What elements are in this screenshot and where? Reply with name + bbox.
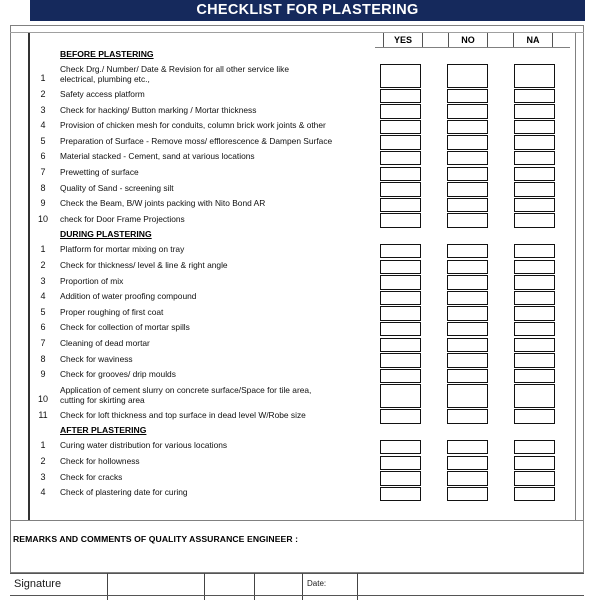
checkbox-yes[interactable]	[380, 244, 421, 259]
item-text: Check for waviness	[60, 353, 133, 364]
checkbox-yes[interactable]	[380, 306, 421, 321]
item-number: 2	[40, 260, 46, 270]
item-number: 3	[40, 471, 46, 482]
checkbox-no[interactable]	[447, 487, 488, 502]
checkbox-no[interactable]	[447, 409, 488, 424]
checkbox-yes[interactable]	[380, 182, 421, 197]
checkbox-yes[interactable]	[380, 409, 421, 424]
item-number: 2	[40, 89, 46, 99]
item-number: 11	[38, 409, 48, 420]
item-text: Prewetting of surface	[60, 167, 139, 177]
header-divider	[10, 32, 584, 33]
checkbox-na[interactable]	[514, 353, 555, 368]
item-text: Check for cracks	[60, 471, 123, 482]
item-text: Cleaning of dead mortar	[60, 338, 150, 348]
checkbox-no[interactable]	[447, 369, 488, 384]
item-text-line2: cutting for skirting area	[60, 394, 145, 405]
checkbox-yes[interactable]	[380, 471, 421, 486]
checkbox-yes[interactable]	[380, 369, 421, 384]
checklist-item	[30, 63, 375, 88]
signature-stub-5	[303, 596, 358, 600]
checkbox-yes[interactable]	[380, 338, 421, 353]
checkbox-no[interactable]	[447, 291, 488, 306]
checkbox-no[interactable]	[447, 306, 488, 321]
checkbox-na[interactable]	[514, 167, 555, 182]
checkbox-na[interactable]	[514, 198, 555, 213]
checkbox-yes[interactable]	[380, 213, 421, 228]
checkbox-no[interactable]	[447, 338, 488, 353]
checkbox-no[interactable]	[447, 89, 488, 104]
checkbox-na[interactable]	[514, 151, 555, 166]
checklist-item	[30, 119, 375, 135]
item-text: Material stacked - Cement, sand at various locations	[60, 151, 255, 162]
checkbox-na[interactable]	[514, 120, 555, 135]
section-heading: BEFORE PLASTERING	[60, 49, 154, 59]
checklist-item	[30, 182, 375, 198]
checkbox-yes[interactable]	[380, 260, 421, 275]
checklist-item	[30, 439, 375, 455]
checkbox-no[interactable]	[447, 275, 488, 290]
checkbox-na[interactable]	[514, 64, 555, 88]
column-header-yes: YES	[383, 33, 423, 48]
checklist-item	[30, 197, 375, 213]
checkbox-na[interactable]	[514, 440, 555, 455]
checkbox-no[interactable]	[447, 198, 488, 213]
checklist-item	[30, 135, 375, 151]
item-text: Check Drg./ Number/ Date & Revision for all other service like	[60, 64, 289, 74]
remarks-label: REMARKS AND COMMENTS OF QUALITY ASSURANCE ENGINEER :	[13, 534, 299, 544]
checkbox-no[interactable]	[447, 135, 488, 150]
item-text: check for Door Frame Projections	[60, 213, 185, 224]
item-number: 7	[40, 338, 46, 348]
checkbox-na[interactable]	[514, 182, 555, 197]
checkbox-na[interactable]	[514, 291, 555, 306]
checkbox-no[interactable]	[447, 260, 488, 275]
checklist-item	[30, 150, 375, 166]
checkbox-yes[interactable]	[380, 322, 421, 337]
checkbox-yes[interactable]	[380, 151, 421, 166]
item-text: Check for collection of mortar spills	[60, 322, 190, 333]
section-heading: AFTER PLASTERING	[60, 425, 147, 436]
checkbox-na[interactable]	[514, 260, 555, 275]
signature-stub-2	[108, 596, 205, 600]
checklist-item	[30, 409, 375, 425]
checklist-item	[30, 353, 375, 369]
checklist-item	[30, 104, 375, 120]
item-text: Check of plastering date for curing	[60, 487, 188, 498]
item-text: Check for loft thickness and top surface in dead level W/Robe size	[60, 409, 306, 420]
item-text: Quality of Sand - screening silt	[60, 182, 174, 193]
item-number: 5	[40, 135, 46, 146]
item-number: 10	[37, 213, 48, 224]
checkbox-yes[interactable]	[380, 104, 421, 119]
checklist-item	[30, 306, 375, 322]
checklist-item	[30, 471, 375, 487]
checkbox-yes[interactable]	[380, 64, 421, 88]
item-number: 4	[40, 291, 46, 302]
item-number: 5	[40, 306, 46, 317]
item-text: Proper roughing of first coat	[60, 306, 164, 317]
checkbox-yes[interactable]	[380, 487, 421, 502]
column-header-underline	[375, 47, 570, 48]
checklist-item	[30, 243, 375, 259]
checkbox-na[interactable]	[514, 135, 555, 150]
signature-stub-3	[205, 596, 255, 600]
checkbox-na[interactable]	[514, 409, 555, 424]
checkbox-na[interactable]	[514, 338, 555, 353]
item-text: Addition of water proofing compound	[60, 291, 197, 302]
checkbox-no[interactable]	[447, 213, 488, 228]
checkbox-yes[interactable]	[380, 89, 421, 104]
date-value-cell[interactable]	[358, 573, 584, 595]
checkbox-yes[interactable]	[380, 440, 421, 455]
item-text: Check for grooves/ drip moulds	[60, 369, 176, 380]
item-number: 3	[40, 275, 46, 286]
table-right-border	[575, 33, 576, 520]
item-number: 1	[40, 73, 46, 83]
checkbox-yes[interactable]	[380, 120, 421, 135]
item-number: 4	[40, 120, 46, 131]
item-number: 4	[40, 487, 46, 498]
checklist-item	[30, 275, 375, 291]
checkbox-na[interactable]	[514, 244, 555, 259]
checkbox-no[interactable]	[447, 244, 488, 259]
checkbox-no[interactable]	[447, 151, 488, 166]
checklist-item	[30, 384, 375, 409]
item-text: Provision of chicken mesh for conduits, column brick work joints & other	[60, 120, 326, 131]
checkbox-yes[interactable]	[380, 135, 421, 150]
checklist-item	[30, 88, 375, 104]
checklist-item	[30, 368, 375, 384]
signature-stub-1	[10, 596, 108, 600]
checklist-item	[30, 486, 375, 502]
item-text: Check for hacking/ Button marking / Mortar thickness	[60, 104, 257, 115]
section-heading: DURING PLASTERING	[60, 229, 152, 240]
checkbox-na[interactable]	[514, 306, 555, 321]
checkbox-na[interactable]	[514, 213, 555, 228]
item-number: 1	[40, 440, 46, 451]
checkbox-no[interactable]	[447, 167, 488, 182]
checkbox-yes[interactable]	[380, 456, 421, 471]
checkbox-na[interactable]	[514, 369, 555, 384]
checklist-item	[30, 321, 375, 337]
checkbox-na[interactable]	[514, 471, 555, 486]
item-number: 8	[40, 182, 46, 193]
date-label-cell: Date:	[303, 573, 358, 595]
signature-cell-2[interactable]	[108, 573, 205, 595]
item-number: 7	[40, 167, 46, 177]
checklist-item	[30, 213, 375, 229]
checkbox-na[interactable]	[514, 487, 555, 502]
item-number: 2	[40, 456, 46, 466]
signature-stub-4	[255, 596, 303, 600]
item-number: 9	[40, 369, 46, 380]
checkbox-no[interactable]	[447, 182, 488, 197]
checkbox-na[interactable]	[514, 384, 555, 408]
checkbox-na[interactable]	[514, 89, 555, 104]
item-text: Preparation of Surface - Remove moss/ efflorescence & Dampen Surface	[60, 135, 333, 146]
item-text: Curing water distribution for various locations	[60, 440, 228, 451]
item-number: 9	[40, 198, 46, 209]
item-text-line2: electrical, plumbing etc.,	[60, 74, 150, 84]
item-text: Proportion of mix	[60, 275, 124, 286]
signature-cell-4[interactable]	[255, 573, 303, 595]
checkbox-yes[interactable]	[380, 167, 421, 182]
checklist-item	[30, 455, 375, 471]
column-header-no: NO	[448, 33, 488, 48]
item-text: Platform for mortar mixing on tray	[60, 244, 185, 255]
checklist-item	[30, 290, 375, 306]
checkbox-no[interactable]	[447, 64, 488, 88]
checkbox-no[interactable]	[447, 322, 488, 337]
checkbox-yes[interactable]	[380, 198, 421, 213]
checkbox-no[interactable]	[447, 353, 488, 368]
checkbox-yes[interactable]	[380, 291, 421, 306]
checkbox-no[interactable]	[447, 440, 488, 455]
checkbox-yes[interactable]	[380, 275, 421, 290]
checkbox-no[interactable]	[447, 120, 488, 135]
signature-label-cell: Signature	[10, 573, 108, 595]
item-text: Check for hollowness	[60, 456, 140, 466]
item-text: Application of cement slurry on concrete surface/Space for tile area,	[60, 384, 312, 395]
item-number: 6	[40, 151, 46, 162]
checkbox-no[interactable]	[447, 104, 488, 119]
item-number: 1	[40, 244, 46, 255]
checklist-item	[30, 337, 375, 353]
checkbox-yes[interactable]	[380, 384, 421, 408]
item-text: Check the Beam, B/W joints packing with Nito Bond AR	[60, 198, 266, 209]
column-header-na: NA	[513, 33, 553, 48]
remarks-divider	[10, 520, 584, 521]
item-number: 6	[40, 322, 46, 333]
checkbox-na[interactable]	[514, 456, 555, 471]
item-text: Check for thickness/ level & line & right angle	[60, 260, 228, 270]
item-text: Safety access platform	[60, 89, 145, 99]
checkbox-na[interactable]	[514, 104, 555, 119]
checkbox-no[interactable]	[447, 384, 488, 408]
checkbox-yes[interactable]	[380, 353, 421, 368]
checklist-item	[30, 166, 375, 182]
checkbox-no[interactable]	[447, 456, 488, 471]
checkbox-no[interactable]	[447, 471, 488, 486]
checkbox-na[interactable]	[514, 322, 555, 337]
item-number: 8	[40, 353, 46, 364]
page-title: CHECKLIST FOR PLASTERING	[30, 0, 585, 21]
signature-cell-3[interactable]	[205, 573, 255, 595]
item-number: 3	[40, 104, 46, 115]
item-number: 10	[37, 393, 48, 404]
checkbox-na[interactable]	[514, 275, 555, 290]
checklist-item	[30, 259, 375, 275]
